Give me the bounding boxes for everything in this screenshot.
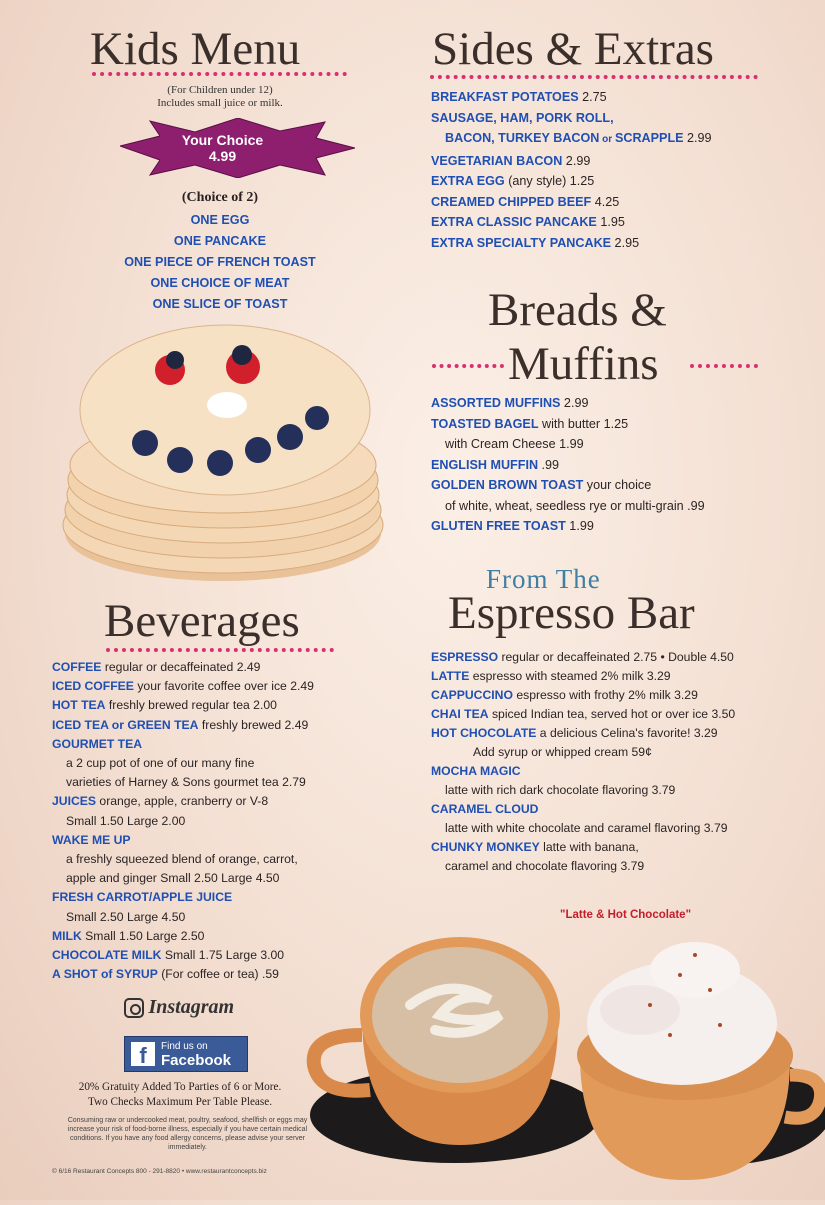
espresso-item-description: caramel and chocolate flavoring 3.79	[445, 859, 645, 873]
beverage-item-name: GOURMET TEA	[52, 736, 143, 751]
beverage-item-description: your favorite coffee over ice 2.49	[133, 679, 314, 694]
sides-list	[431, 87, 712, 253]
espresso-item-name: CHUNKY MONKEY	[431, 840, 540, 854]
your-choice-badge	[120, 118, 355, 178]
bread-item	[431, 516, 705, 537]
beverage-item	[52, 869, 314, 888]
bread-item	[431, 434, 705, 455]
side-item: EXTRA SPECIALTY PANCAKE 2.95	[431, 235, 640, 250]
espresso-item	[431, 762, 735, 781]
beverage-item	[52, 735, 314, 754]
beverage-item	[52, 792, 314, 811]
bread-item	[431, 393, 705, 414]
espresso-item-name: CARAMEL CLOUD	[431, 802, 539, 816]
beverage-item-name: WAKE ME UP	[52, 832, 131, 847]
espresso-item-description: espresso with frothy 2% milk 3.29	[512, 688, 698, 702]
beverage-item-description: (For coffee or tea) .59	[157, 967, 279, 982]
beverage-item	[52, 888, 314, 907]
side-item: SAUSAGE, HAM, PORK ROLL,	[431, 110, 614, 125]
instagram-label: Instagram	[148, 996, 235, 1018]
breads-list	[431, 393, 705, 537]
espresso-item-name: CAPPUCCINO	[431, 688, 513, 702]
bread-item-name: ASSORTED MUFFINS	[431, 396, 561, 410]
bread-item-name: GOLDEN BROWN TOAST	[431, 478, 584, 492]
espresso-title: Espresso Bar	[448, 587, 695, 639]
espresso-item-description: latte with rich dark chocolate flavoring 3.79	[445, 783, 676, 797]
kids-item: ONE SLICE OF TOAST	[152, 297, 288, 311]
facebook-label: Facebook	[161, 1052, 232, 1069]
espresso-item	[431, 686, 735, 705]
beverage-item	[52, 658, 314, 677]
instagram-icon	[124, 998, 144, 1018]
beverage-item	[52, 812, 314, 831]
bread-item-description: 2.99	[560, 396, 589, 410]
beverage-item	[52, 850, 314, 869]
beverage-item	[52, 946, 314, 965]
beverage-item-description: freshly brewed 2.49	[198, 717, 309, 732]
espresso-item-description: a delicious Celina's favorite! 3.29	[536, 726, 718, 740]
kids-age-note: (For Children under 12)	[167, 84, 273, 96]
side-item: EXTRA CLASSIC PANCAKE 1.95	[431, 215, 625, 229]
breads-title-dots-left	[432, 364, 504, 368]
espresso-item-name: LATTE	[431, 669, 470, 683]
beverage-item-description: Small 1.50 Large 2.50	[81, 928, 205, 943]
espresso-subtitle: From The	[486, 564, 601, 594]
beverage-item-name: CHOCOLATE MILK	[52, 948, 162, 963]
beverage-item-name: A SHOT of SYRUP	[52, 967, 158, 982]
espresso-item	[431, 838, 735, 857]
badge-price: 4.99	[208, 148, 237, 164]
food-warning: Consuming raw or undercooked meat, poultry, seafood, shellfish or eggs may increase your risk of food-borne illness, especially if you have certain medical conditions. If you have any food allergy concerns, please advise your server immediately.	[67, 1117, 308, 1151]
beverage-item-description: freshly brewed regular tea 2.00	[105, 698, 277, 713]
beverage-item-description: a 2 cup pot of one of our many fine	[66, 756, 255, 771]
kids-juice-note: Includes small juice or milk.	[157, 97, 283, 109]
bread-item	[431, 496, 705, 517]
beverage-item	[52, 716, 314, 735]
beverage-item-description: varieties of Harney & Sons gourmet tea 2.79	[66, 775, 306, 790]
espresso-item	[431, 667, 735, 686]
espresso-item-description: latte with banana,	[539, 840, 639, 854]
photo-caption: "Latte & Hot Chocolate"	[560, 909, 692, 921]
pancake-stack-image	[55, 315, 390, 590]
bread-item-description: with Cream Cheese 1.99	[445, 437, 584, 451]
bread-item-name: ENGLISH MUFFIN	[431, 457, 539, 472]
sides-title-dots	[430, 75, 758, 79]
beverage-item-description: orange, apple, cranberry or V-8	[96, 794, 269, 809]
beverage-item-description: Small 1.75 Large 3.00	[161, 948, 285, 963]
beverage-item-name: JUICES	[52, 794, 97, 809]
beverage-item	[52, 754, 314, 773]
bread-item-name: TOASTED BAGEL	[431, 416, 539, 431]
espresso-item	[431, 743, 735, 762]
bread-item	[431, 455, 705, 476]
bread-item	[431, 414, 705, 435]
side-item: BREAKFAST POTATOES 2.75	[431, 90, 607, 104]
beverage-item	[52, 677, 314, 696]
espresso-item-name: CHAI TEA	[431, 707, 489, 721]
badge-label: Your Choice	[181, 132, 264, 148]
espresso-list	[431, 648, 735, 876]
espresso-item-description: latte with white chocolate and caramel flavoring 3.79	[445, 821, 728, 835]
bread-item	[431, 475, 705, 496]
beverage-item-name: FRESH CARROT/APPLE JUICE	[52, 890, 233, 905]
espresso-item-description: espresso with steamed 2% milk 3.29	[469, 669, 671, 683]
beverage-item-name: COFFEE	[52, 660, 102, 674]
side-item: BACON, TURKEY BACON or SCRAPPLE 2.99	[445, 131, 712, 145]
kids-item: ONE PIECE OF FRENCH TOAST	[124, 255, 316, 269]
beverage-item	[52, 773, 314, 792]
breads-title-dots-right	[690, 364, 758, 368]
kids-title-dots	[92, 72, 347, 76]
bread-item-description: your choice	[583, 478, 652, 492]
facebook-badge[interactable]	[124, 1036, 248, 1072]
bread-item-description: with butter 1.25	[538, 416, 629, 431]
kids-choice-note: (Choice of 2)	[181, 190, 259, 205]
espresso-item-description: regular or decaffeinated 2.75 • Double 4.50	[498, 650, 734, 664]
beverage-item-description: a freshly squeezed blend of orange, carrot,	[66, 852, 298, 867]
facebook-find-label: Find us on	[161, 1041, 208, 1052]
latte-hot-chocolate-image	[300, 895, 825, 1200]
beverage-item-description: Small 1.50 Large 2.00	[66, 813, 186, 828]
beverage-item-name: ICED COFFEE	[52, 679, 134, 694]
espresso-item-description: Add syrup or whipped cream 59¢	[473, 745, 652, 759]
espresso-item	[431, 705, 735, 724]
beverage-item-name: HOT TEA	[52, 698, 106, 713]
espresso-item	[431, 800, 735, 819]
beverage-item	[52, 908, 314, 927]
espresso-item	[431, 648, 735, 667]
espresso-item	[431, 819, 735, 838]
espresso-item	[431, 781, 735, 800]
kids-item: ONE EGG	[190, 213, 250, 227]
beverage-item-name: MILK	[52, 928, 82, 943]
side-item: VEGETARIAN BACON 2.99	[431, 153, 591, 168]
bread-item-description: of white, wheat, seedless rye or multi-grain .99	[445, 498, 705, 513]
espresso-item-description: spiced Indian tea, served hot or over ice 3.50	[488, 707, 736, 721]
facebook-icon: f	[131, 1042, 155, 1066]
beverage-item	[52, 927, 314, 946]
copyright: © 6/16 Restaurant Concepts 800 - 291-8820 • www.restaurantconcepts.biz	[52, 1168, 267, 1175]
espresso-item-name: MOCHA MAGIC	[431, 764, 521, 778]
beverage-item	[52, 696, 314, 715]
kids-items-list	[90, 210, 350, 315]
breads-title-line1: Breads &	[488, 284, 667, 336]
checks-note: Two Checks Maximum Per Table Please.	[87, 1096, 273, 1108]
gratuity-note: 20% Gratuity Added To Parties of 6 or More.	[78, 1081, 282, 1093]
beverages-title: Beverages	[104, 595, 300, 647]
beverages-list	[52, 658, 314, 984]
espresso-item	[431, 857, 735, 876]
espresso-item-name: HOT CHOCOLATE	[431, 726, 537, 740]
espresso-item	[431, 724, 735, 743]
kids-item: ONE CHOICE OF MEAT	[150, 276, 290, 290]
espresso-item-name: ESPRESSO	[431, 650, 499, 664]
beverages-title-dots	[106, 648, 334, 652]
bread-item-description: .99	[538, 457, 560, 472]
beverage-item	[52, 831, 314, 850]
side-item: CREAMED CHIPPED BEEF 4.25	[431, 194, 620, 209]
beverage-item-description: Small 2.50 Large 4.50	[66, 909, 186, 924]
kids-menu-title: Kids Menu	[90, 23, 301, 75]
beverage-item-name: ICED TEA or GREEN TEA	[52, 717, 199, 732]
instagram-link[interactable]	[124, 996, 234, 1022]
kids-item: ONE PANCAKE	[173, 234, 267, 248]
beverage-item-description: apple and ginger Small 2.50 Large 4.50	[66, 871, 280, 886]
side-item: EXTRA EGG (any style) 1.25	[431, 174, 595, 188]
sides-title: Sides & Extras	[432, 23, 714, 75]
beverage-item	[52, 965, 314, 984]
bread-item-description: 1.99	[565, 519, 594, 533]
bread-item-name: GLUTEN FREE TOAST	[431, 519, 566, 533]
breads-title-line2: Muffins	[508, 338, 659, 390]
beverage-item-description: regular or decaffeinated 2.49	[101, 660, 261, 674]
